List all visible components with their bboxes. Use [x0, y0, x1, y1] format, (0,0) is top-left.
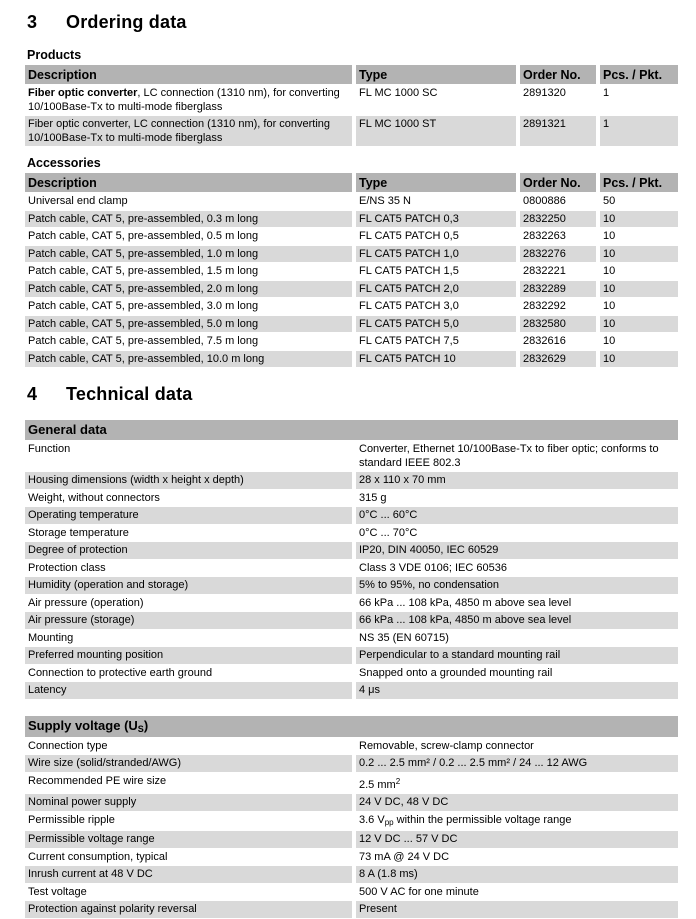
accessories-table: [25, 173, 678, 368]
type-cell: FL MC 1000 ST: [356, 116, 516, 147]
pcs-pkt-cell: 10: [600, 298, 678, 316]
value-cell: 0°C ... 70°C: [356, 525, 678, 543]
section-number: 3: [27, 12, 38, 32]
value-superscript: 2: [395, 776, 401, 786]
table-row: [25, 193, 678, 211]
section-heading-ordering-data: [27, 12, 678, 33]
value-cell: 73 mA @ 24 V DC: [356, 849, 678, 867]
table-row: [25, 246, 678, 264]
table-row: [25, 525, 678, 543]
value-cell: Removable, screw-clamp connector: [356, 738, 678, 756]
column-header-pcs-pkt: Pcs. / Pkt.: [600, 65, 678, 85]
value-cell: 0°C ... 60°C: [356, 507, 678, 525]
pcs-pkt-cell: 1: [600, 85, 678, 116]
pcs-pkt-cell: 10: [600, 281, 678, 299]
label-cell: Storage temperature: [25, 525, 352, 543]
section-title: Technical data: [66, 384, 193, 404]
order-no-cell: 2832629: [520, 351, 596, 369]
general-data-table-body: [25, 441, 678, 700]
description-cell: Patch cable, CAT 5, pre-assembled, 0.5 m long: [25, 228, 352, 246]
table-row: [25, 472, 678, 490]
value-subscript: pp: [384, 817, 394, 827]
supply-voltage-table: [25, 716, 678, 919]
type-cell: FL CAT5 PATCH 3,0: [356, 298, 516, 316]
value-cell: NS 35 (EN 60715): [356, 630, 678, 648]
label-cell: Inrush current at 48 V DC: [25, 866, 352, 884]
description-bold-text: Fiber optic converter: [28, 87, 138, 99]
column-header-type: Type: [356, 173, 516, 193]
table-row: [25, 738, 678, 756]
table-row: [25, 682, 678, 700]
order-no-cell: 2891320: [520, 85, 596, 116]
general-data-table: [25, 420, 678, 700]
table-row: [25, 542, 678, 560]
table-row: [25, 441, 678, 472]
value-cell: 500 V AC for one minute: [356, 884, 678, 902]
pcs-pkt-cell: 10: [600, 351, 678, 369]
label-cell: Current consumption, typical: [25, 849, 352, 867]
label-cell: Wire size (solid/stranded/AWG): [25, 755, 352, 773]
section-title: Ordering data: [66, 12, 187, 32]
order-no-cell: 2832276: [520, 246, 596, 264]
table-row: [25, 884, 678, 902]
table-row: [25, 577, 678, 595]
label-cell: Air pressure (storage): [25, 612, 352, 630]
pcs-pkt-cell: 10: [600, 263, 678, 281]
value-cell: 66 kPa ... 108 kPa, 4850 m above sea level: [356, 612, 678, 630]
type-cell: FL CAT5 PATCH 2,0: [356, 281, 516, 299]
type-cell: FL CAT5 PATCH 0,3: [356, 211, 516, 229]
supply-voltage-table-body: [25, 738, 678, 919]
label-cell: Air pressure (operation): [25, 595, 352, 613]
order-no-cell: 2832580: [520, 316, 596, 334]
products-table-body: [25, 85, 678, 147]
label-cell: Recommended PE wire size: [25, 773, 352, 795]
table-row: [25, 281, 678, 299]
value-cell: 2.5 $mm^2$: [356, 773, 678, 795]
value-cell: 5% to 95%, no condensation: [356, 577, 678, 595]
label-cell: Nominal power supply: [25, 794, 352, 812]
label-cell: Protection class: [25, 560, 352, 578]
description-cell: Patch cable, CAT 5, pre-assembled, 1.5 m long: [25, 263, 352, 281]
table-row: [25, 866, 678, 884]
table-row: [25, 85, 678, 116]
value-cell: 8 A (1.8 ms): [356, 866, 678, 884]
column-header-description: Description: [25, 65, 352, 85]
label-cell: Protection against polarity reversal: [25, 901, 352, 919]
order-no-cell: 2832250: [520, 211, 596, 229]
table-row: [25, 849, 678, 867]
table-row: [25, 755, 678, 773]
label-cell: Weight, without connectors: [25, 490, 352, 508]
type-cell: FL CAT5 PATCH 1,0: [356, 246, 516, 264]
description-cell: Universal end clamp: [25, 193, 352, 211]
order-no-cell: 2832263: [520, 228, 596, 246]
table-row: [25, 812, 678, 832]
value-cell: 28 x 110 x 70 mm: [356, 472, 678, 490]
accessories-heading: Accessories: [27, 156, 101, 170]
description-cell: Patch cable, CAT 5, pre-assembled, 5.0 m long: [25, 316, 352, 334]
type-cell: FL CAT5 PATCH 10: [356, 351, 516, 369]
table-row: [25, 507, 678, 525]
description-cell: Patch cable, CAT 5, pre-assembled, 7.5 m long: [25, 333, 352, 351]
label-cell: Connection type: [25, 738, 352, 756]
products-heading: Products: [27, 48, 82, 62]
label-cell: Connection to protective earth ground: [25, 665, 352, 683]
table-row: [25, 773, 678, 795]
pcs-pkt-cell: 10: [600, 333, 678, 351]
label-cell: Permissible voltage range: [25, 831, 352, 849]
table-row: [25, 351, 678, 369]
products-table-header: [25, 65, 678, 85]
label-cell: Function: [25, 441, 352, 472]
value-cell: Class 3 VDE 0106; IEC 60536: [356, 560, 678, 578]
table-row: [25, 831, 678, 849]
table-row: [25, 665, 678, 683]
type-cell: FL CAT5 PATCH 5,0: [356, 316, 516, 334]
table-row: [25, 490, 678, 508]
column-header-type: Type: [356, 65, 516, 85]
table-row: [25, 794, 678, 812]
value-cell: IP20, DIN 40050, IEC 60529: [356, 542, 678, 560]
description-cell: Patch cable, CAT 5, pre-assembled, 10.0 m long: [25, 351, 352, 369]
table-row: [25, 116, 678, 147]
description-cell: Patch cable, CAT 5, pre-assembled, 2.0 m long: [25, 281, 352, 299]
supply-heading-close: ): [143, 717, 149, 733]
accessories-table-body: [25, 193, 678, 368]
description-cell: Fiber optic converter, LC connection (1310 nm), for converting 10/100Base-Tx to multi-mode fiberglass: [25, 85, 352, 116]
label-cell: Latency: [25, 682, 352, 700]
column-header-order-no: Order No.: [520, 173, 596, 193]
table-row: [25, 298, 678, 316]
section-heading-technical-data: [27, 384, 678, 405]
value-cell: 24 V DC, 48 V DC: [356, 794, 678, 812]
table-row: [25, 630, 678, 648]
value-cell: 0.2 ... 2.5 mm² / 0.2 ... 2.5 mm² / 24 ... 12 AWG: [356, 755, 678, 773]
supply-heading-text: Supply voltage (U: [28, 717, 138, 733]
pcs-pkt-cell: 10: [600, 211, 678, 229]
pcs-pkt-cell: 10: [600, 246, 678, 264]
label-cell: Humidity (operation and storage): [25, 577, 352, 595]
type-cell: FL CAT5 PATCH 7,5: [356, 333, 516, 351]
value-cell: 12 V DC ... 57 V DC: [356, 831, 678, 849]
table-row: [25, 560, 678, 578]
table-row: [25, 228, 678, 246]
description-cell: Patch cable, CAT 5, pre-assembled, 3.0 m long: [25, 298, 352, 316]
type-cell: FL CAT5 PATCH 1,5: [356, 263, 516, 281]
table-row: [25, 901, 678, 919]
section-bar-general-data: General data: [25, 420, 678, 440]
label-cell: Preferred mounting position: [25, 647, 352, 665]
accessories-table-header: [25, 173, 678, 193]
value-cell: 3.6 $V_{pp}$ within the permissible voltage range: [356, 812, 678, 832]
value-cell: 4 μs: [356, 682, 678, 700]
column-header-order-no: Order No.: [520, 65, 596, 85]
label-cell: Degree of protection: [25, 542, 352, 560]
label-cell: Test voltage: [25, 884, 352, 902]
label-cell: Operating temperature: [25, 507, 352, 525]
label-cell: Permissible ripple: [25, 812, 352, 832]
value-cell: 315 g: [356, 490, 678, 508]
order-no-cell: 2832289: [520, 281, 596, 299]
order-no-cell: 2832221: [520, 263, 596, 281]
table-row: [25, 612, 678, 630]
pcs-pkt-cell: 1: [600, 116, 678, 147]
type-cell: E/NS 35 N: [356, 193, 516, 211]
type-cell: FL MC 1000 SC: [356, 85, 516, 116]
label-cell: Mounting: [25, 630, 352, 648]
value-cell: Perpendicular to a standard mounting rail: [356, 647, 678, 665]
section-bar-supply-voltage: [25, 716, 678, 737]
table-row: [25, 316, 678, 334]
type-cell: FL CAT5 PATCH 0,5: [356, 228, 516, 246]
description-cell: Patch cable, CAT 5, pre-assembled, 0.3 m long: [25, 211, 352, 229]
supply-heading-subscript: S: [137, 723, 144, 734]
value-cell: 66 kPa ... 108 kPa, 4850 m above sea level: [356, 595, 678, 613]
label-cell: Housing dimensions (width x height x depth): [25, 472, 352, 490]
column-header-pcs-pkt: Pcs. / Pkt.: [600, 173, 678, 193]
column-header-description: Description: [25, 173, 352, 193]
order-no-cell: 2832616: [520, 333, 596, 351]
value-cell: Converter, Ethernet 10/100Base-Tx to fiber optic; conforms to standard IEEE 802.3: [356, 441, 678, 472]
description-cell: Patch cable, CAT 5, pre-assembled, 1.0 m long: [25, 246, 352, 264]
order-no-cell: 2891321: [520, 116, 596, 147]
order-no-cell: 0800886: [520, 193, 596, 211]
order-no-cell: 2832292: [520, 298, 596, 316]
pcs-pkt-cell: 10: [600, 228, 678, 246]
value-cell: Present: [356, 901, 678, 919]
description-cell: Fiber optic converter, LC connection (1310 nm), for converting 10/100Base-Tx to multi-mode fiberglass: [25, 116, 352, 147]
table-row: [25, 333, 678, 351]
products-table: [25, 65, 678, 147]
table-row: [25, 595, 678, 613]
table-row: [25, 211, 678, 229]
pcs-pkt-cell: 50: [600, 193, 678, 211]
section-number: 4: [27, 384, 38, 404]
pcs-pkt-cell: 10: [600, 316, 678, 334]
table-row: [25, 263, 678, 281]
value-cell: Snapped onto a grounded mounting rail: [356, 665, 678, 683]
table-row: [25, 647, 678, 665]
